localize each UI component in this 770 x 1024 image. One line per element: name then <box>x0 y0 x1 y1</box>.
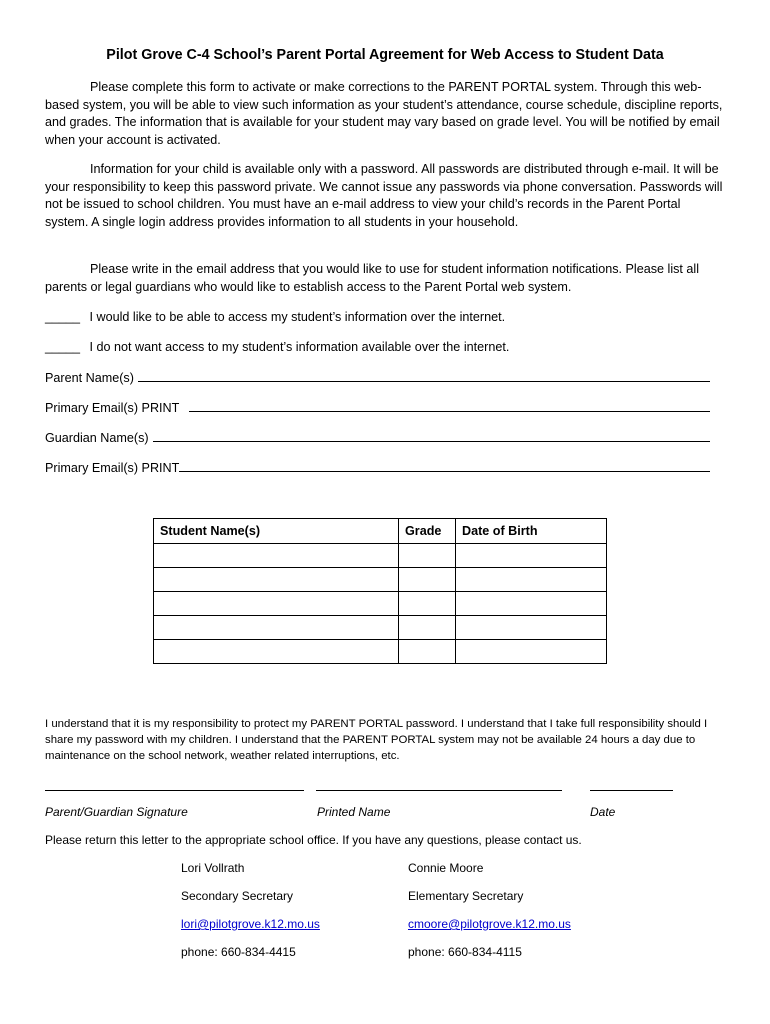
contact-elementary-phone: phone: 660-834-4115 <box>408 945 522 959</box>
guardian-name-row <box>45 429 710 445</box>
guardian-name-field[interactable] <box>153 429 710 442</box>
password-text: Information for your child is available only with a password. All passwords are distributed through e-mail. It will be your responsibility to keep this password private. We cannot issue any passwords via phone conversation. Passwords will not be issued to school children. You must have an e-mail address to view your child’s records in the Parent Portal system. A single login address provides information to all students in your household. <box>45 162 723 229</box>
password-paragraph <box>45 161 725 231</box>
contact-elementary-role: Elementary Secretary <box>408 889 524 903</box>
primary-email-row-1 <box>45 399 710 415</box>
primary-email-row-2 <box>45 459 710 475</box>
primary-email-field-2[interactable] <box>179 459 710 472</box>
grade-cell[interactable] <box>399 592 456 616</box>
parent-name-row <box>45 369 710 385</box>
dob-cell[interactable] <box>456 568 607 592</box>
student-table <box>153 518 607 664</box>
grade-cell[interactable] <box>399 616 456 640</box>
option-no-blank[interactable]: _____ <box>45 340 81 354</box>
guardian-signature-line[interactable] <box>45 790 304 791</box>
grade-cell[interactable] <box>399 568 456 592</box>
contact-secondary-email-link[interactable]: lori@pilotgrove.k12.mo.us <box>181 917 320 931</box>
option-yes-blank[interactable]: _____ <box>45 310 81 324</box>
student-name-cell[interactable] <box>154 592 399 616</box>
page-title: Pilot Grove C-4 School’s Parent Portal Agreement for Web Access to Student Data <box>106 47 664 63</box>
student-name-cell[interactable] <box>154 568 399 592</box>
dob-cell[interactable] <box>456 640 607 664</box>
table-header-row <box>154 519 607 544</box>
contact-secondary-phone: phone: 660-834-4415 <box>181 945 296 959</box>
date-line[interactable] <box>590 790 673 791</box>
dob-cell[interactable] <box>456 592 607 616</box>
option-no-label: I do not want access to my student’s information available over the internet. <box>89 340 510 354</box>
intro-paragraph <box>45 79 725 149</box>
table-row <box>154 640 607 664</box>
return-note: Please return this letter to the appropriate school office. If you have any questions, please contact us. <box>45 833 582 847</box>
printed-name-line[interactable] <box>316 790 562 791</box>
contact-secondary-name: Lori Vollrath <box>181 861 245 875</box>
table-row <box>154 592 607 616</box>
option-yes-label: I would like to be able to access my student’s information over the internet. <box>89 310 506 324</box>
primary-email-label-1: Primary Email(s) PRINT <box>45 401 180 415</box>
student-name-cell[interactable] <box>154 640 399 664</box>
primary-email-field-1[interactable] <box>189 399 710 412</box>
guardian-name-label: Guardian Name(s) <box>45 431 149 445</box>
contact-elementary-email-link[interactable]: cmoore@pilotgrove.k12.mo.us <box>408 917 571 931</box>
contact-elementary-name: Connie Moore <box>408 861 484 875</box>
header-grade: Grade <box>399 519 456 544</box>
student-name-cell[interactable] <box>154 616 399 640</box>
email-instructions-paragraph <box>45 261 725 296</box>
option-access-yes[interactable] <box>45 310 710 324</box>
dob-cell[interactable] <box>456 544 607 568</box>
contact-secondary-role: Secondary Secretary <box>181 889 294 903</box>
header-date-of-birth: Date of Birth <box>456 519 607 544</box>
option-access-no[interactable] <box>45 340 710 354</box>
agreement-text: I understand that it is my responsibility to protect my PARENT PORTAL password. I understand that I take full responsibility should I share my password with my children. I understand that the PARENT PORTAL system may not be available 24 hours a day due to maintenance on the school network, weather related interruptions, etc. <box>45 718 708 762</box>
table-row <box>154 568 607 592</box>
table-row <box>154 616 607 640</box>
printed-name-label: Printed Name <box>317 805 391 819</box>
primary-email-label-2: Primary Email(s) PRINT <box>45 461 180 475</box>
parent-name-label: Parent Name(s) <box>45 371 134 385</box>
grade-cell[interactable] <box>399 544 456 568</box>
intro-text: Please complete this form to activate or make corrections to the PARENT PORTAL system. Through this web-based system, you will be able to view such information as your student’s attendance, course schedule, discipline reports, and grades. The information that is available for your student may vary based on grade level. You will be notified by email when your account is activated. <box>45 80 723 147</box>
guardian-signature-label: Parent/Guardian Signature <box>45 805 188 819</box>
email-instructions-text: Please write in the email address that you would like to use for student information notifications. Please list all parents or legal guardians who would like to establish access to the Parent Portal web system. <box>45 262 700 294</box>
grade-cell[interactable] <box>399 640 456 664</box>
date-label: Date <box>590 805 616 819</box>
table-row <box>154 544 607 568</box>
parent-name-field[interactable] <box>138 369 710 382</box>
header-student-names: Student Name(s) <box>154 519 399 544</box>
student-name-cell[interactable] <box>154 544 399 568</box>
dob-cell[interactable] <box>456 616 607 640</box>
